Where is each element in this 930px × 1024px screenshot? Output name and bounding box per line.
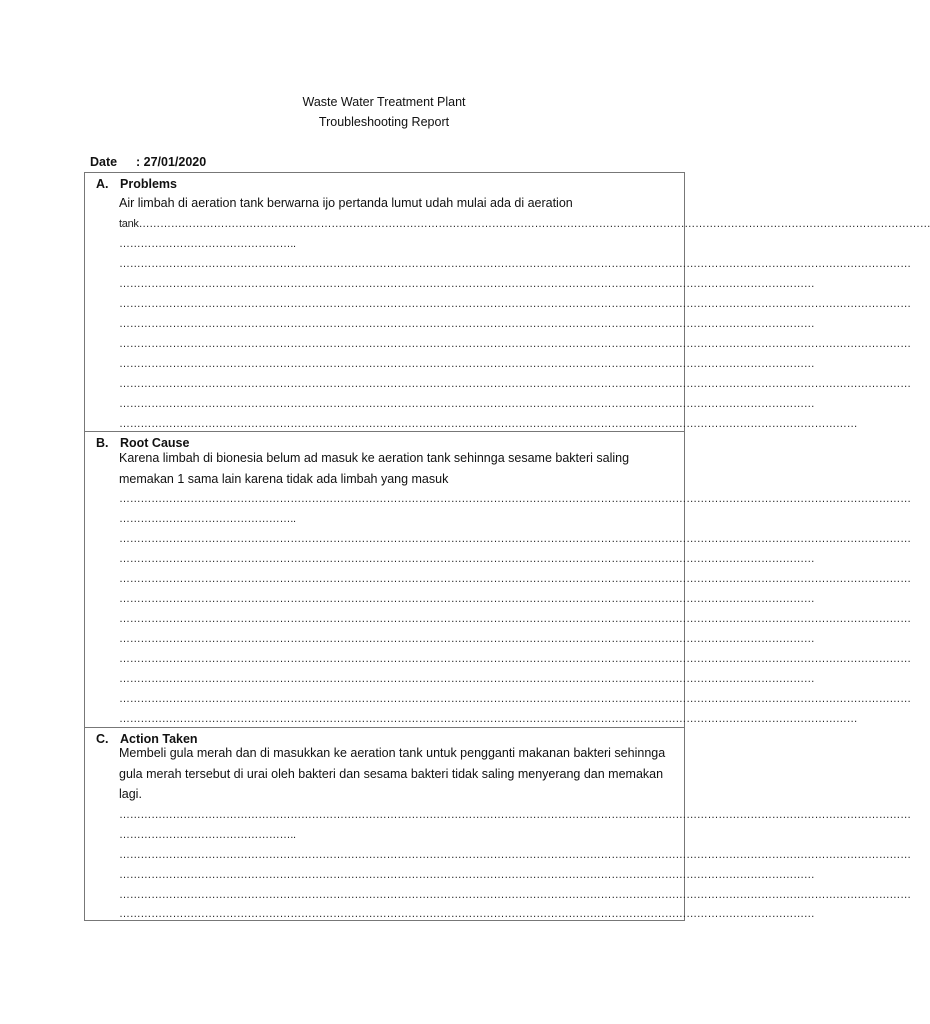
dotted-line: …………………………………………………………………………………………………………………………………………………………………………………………………… [119,378,911,390]
section-problems [84,172,930,432]
dotted-line: ………………………………………….. [119,513,296,525]
section-title: Problems [120,177,177,191]
dotted-line: …………………………………………………………………………………………………………………………………………………………………………… [119,908,815,920]
section-letter: C. [96,732,109,746]
date-row [90,154,206,170]
dotted-line: …………………………………………………………………………………………………………………………………………………………………………… [119,673,815,685]
dotted-line: …………………………………………………………………………………………………………………………………………………………………………… [119,633,815,645]
dotted-line: …………………………………………………………………………………………………………………………………………………………………………………………………… [119,693,911,705]
dotted-line: ………………………………………….. [119,238,296,250]
section-letter: B. [96,436,109,450]
dotted-line: …………………………………………………………………………………………………………………………………………………………………………………………………… [119,889,911,901]
date-value: : 27/01/2020 [136,155,207,169]
problems-text-continued: tank…………………………………………………………………………………………………………………………………………………………………………………………………… [119,218,930,230]
dotted-line: …………………………………………………………………………………………………………………………………………………………………………… [119,869,815,881]
dotted-line: …………………………………………………………………………………………………………………………………………………………………………………………………… [119,258,911,270]
dotted-line: ……………………………………………………………………………………………………………………………………………………………………………………… [119,418,858,430]
dotted-line: …………………………………………………………………………………………………………………………………………………………………………………………………… [119,849,911,861]
dotted-line: …………………………………………………………………………………………………………………………………………………………………………………………………… [119,809,911,821]
report-title: Waste Water Treatment Plant [302,95,466,109]
action-taken-text: Membeli gula merah dan di masukkan ke aeration tank untuk pengganti makanan bakteri sehinnga gula merah tersebut di urai oleh bakteri dan sesama bakteri tidak saling menyerang dan memakan lagi. [119,746,666,801]
dotted-line: …………………………………………………………………………………………………………………………………………………………………………………………………… [119,573,911,585]
dotted-line: …………………………………………………………………………………………………………………………………………………………………………… [119,553,815,565]
section-root-cause [84,431,911,728]
dotted-line: ………………………………………….. [119,829,296,841]
problems-text: Air limbah di aeration tank berwarna ijo pertanda lumut udah mulai ada di aeration [119,196,573,210]
dotted-line: …………………………………………………………………………………………………………………………………………………………………………… [119,278,815,290]
report-subtitle: Troubleshooting Report [318,115,450,129]
dotted-line: …………………………………………………………………………………………………………………………………………………………………………… [119,593,815,605]
section-letter: A. [96,177,109,191]
dotted-line: …………………………………………………………………………………………………………………………………………………………………………………………………… [119,338,911,350]
section-heading-problems [96,176,177,192]
dotted-line: …………………………………………………………………………………………………………………………………………………………………………………………………… [119,298,911,310]
dotted-line: …………………………………………………………………………………………………………………………………………………………………………………………………… [119,493,911,505]
dotted-line: ……………………………………………………………………………………………………………………………………………………………………………………… [119,713,858,725]
dotted-line: …………………………………………………………………………………………………………………………………………………………………………… [119,398,815,410]
dotted-line: …………………………………………………………………………………………………………………………………………………………………………… [119,318,815,330]
section-title: Action Taken [120,732,198,746]
section-title: Root Cause [120,436,190,450]
dotted-line: …………………………………………………………………………………………………………………………………………………………………………………………………… [119,653,911,665]
section-action-taken [84,727,911,921]
date-label: Date [90,155,118,169]
root-cause-text: Karena limbah di bionesia belum ad masuk ke aeration tank sehinnga sesame bakteri saling memakan 1 sama lain karena tidak ada limbah yang masuk [119,451,630,486]
dotted-line: …………………………………………………………………………………………………………………………………………………………………………………………………… [119,533,911,545]
dotted-line: …………………………………………………………………………………………………………………………………………………………………………………………………… [119,613,911,625]
dotted-line: …………………………………………………………………………………………………………………………………………………………………………… [119,358,815,370]
